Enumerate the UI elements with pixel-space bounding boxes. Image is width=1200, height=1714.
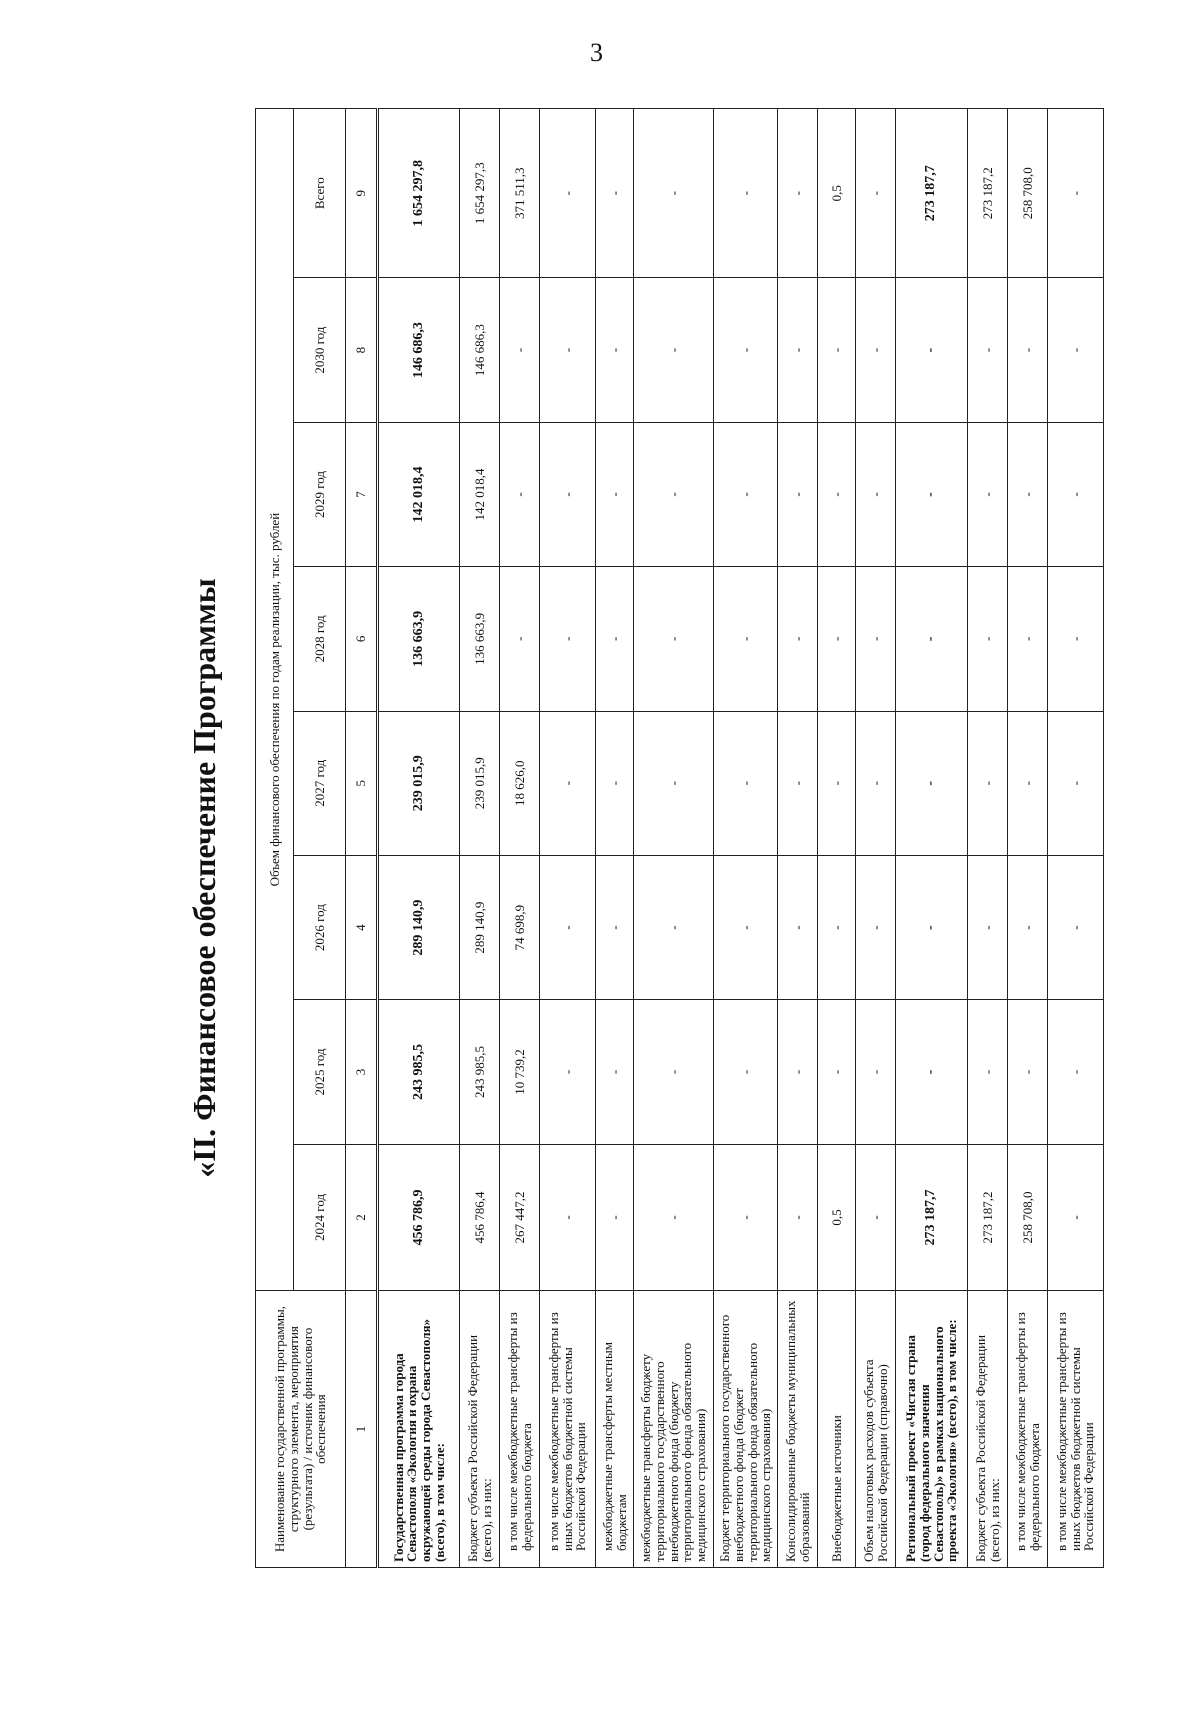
value-cell: - — [1048, 109, 1104, 278]
value-cell: 258 708,0 — [1008, 1144, 1048, 1291]
table-row — [896, 109, 968, 1568]
value-cell: - — [818, 422, 856, 566]
value-cell: - — [818, 567, 856, 711]
value-cell: - — [596, 1000, 634, 1144]
table-row — [1048, 109, 1104, 1568]
table-row — [460, 109, 500, 1568]
column-number-cell: 6 — [346, 567, 378, 711]
value-cell: 273 187,2 — [968, 1144, 1008, 1291]
value-cell: - — [596, 422, 634, 566]
column-number-cell: 8 — [346, 278, 378, 422]
value-cell: - — [856, 109, 896, 278]
value-cell: - — [714, 1144, 778, 1291]
year-header-cell: 2030 год — [294, 278, 346, 422]
value-cell: - — [1048, 422, 1104, 566]
value-cell: - — [1048, 1000, 1104, 1144]
value-cell: - — [540, 567, 596, 711]
financing-table-container — [255, 108, 1097, 1568]
column-number-cell: 3 — [346, 1000, 378, 1144]
value-cell: - — [968, 422, 1008, 566]
value-cell: - — [896, 567, 968, 711]
table-row — [856, 109, 896, 1568]
value-cell: - — [540, 109, 596, 278]
column-number-cell: 4 — [346, 855, 378, 999]
value-cell: 146 686,3 — [378, 278, 460, 422]
value-cell: 371 511,3 — [500, 109, 540, 278]
value-cell: - — [818, 278, 856, 422]
value-cell: - — [1048, 1144, 1104, 1291]
value-cell: 1 654 297,3 — [460, 109, 500, 278]
table-row — [818, 109, 856, 1568]
value-cell: - — [634, 1144, 714, 1291]
year-header-cell: 2027 год — [294, 711, 346, 855]
value-cell: - — [1048, 278, 1104, 422]
value-cell: - — [896, 422, 968, 566]
section-heading: «II. Финансовое обеспечение Программы — [186, 578, 222, 1178]
row-label-cell: в том числе межбюджетные трансферты из иных бюджетов бюджетной системы Российской Федерации — [540, 1291, 596, 1568]
table-row — [714, 109, 778, 1568]
value-cell: - — [778, 109, 818, 278]
value-cell: - — [540, 278, 596, 422]
value-cell: 239 015,9 — [460, 711, 500, 855]
value-cell: - — [1008, 711, 1048, 855]
value-cell: 273 187,2 — [968, 109, 1008, 278]
row-label-cell: в том числе межбюджетные трансферты из федерального бюджета — [1008, 1291, 1048, 1568]
value-cell: - — [714, 567, 778, 711]
value-cell: - — [540, 855, 596, 999]
value-cell: - — [634, 278, 714, 422]
row-label-cell: Бюджет субъекта Российской Федерации (всего), из них: — [460, 1291, 500, 1568]
value-cell: - — [1048, 855, 1104, 999]
value-cell: - — [778, 278, 818, 422]
value-cell: - — [896, 855, 968, 999]
value-cell: - — [778, 567, 818, 711]
value-cell: 0,5 — [818, 109, 856, 278]
value-cell: - — [896, 278, 968, 422]
value-cell: - — [778, 422, 818, 566]
value-cell: - — [1008, 278, 1048, 422]
value-cell: - — [778, 1144, 818, 1291]
row-label-cell: межбюджетные трансферты бюджету территориального государственного внебюджетного фонда (бюджету территориального фонда обязательного медицинского страхования) — [634, 1291, 714, 1568]
value-cell: 142 018,4 — [460, 422, 500, 566]
row-label-cell: в том числе межбюджетные трансферты из иных бюджетов бюджетной системы Российской Федерации — [1048, 1291, 1104, 1568]
value-cell: - — [540, 1144, 596, 1291]
value-cell: - — [634, 422, 714, 566]
column-number-cell: 1 — [346, 1291, 378, 1568]
row-label-cell: межбюджетные трансферты местным бюджетам — [596, 1291, 634, 1568]
page-number: 3 — [590, 38, 603, 67]
value-cell: - — [1008, 422, 1048, 566]
value-cell: 243 985,5 — [378, 1000, 460, 1144]
value-cell: - — [500, 278, 540, 422]
value-cell: 10 739,2 — [500, 1000, 540, 1144]
value-cell: 142 018,4 — [378, 422, 460, 566]
value-cell: - — [856, 567, 896, 711]
table-row — [968, 109, 1008, 1568]
row-label-cell: Бюджет субъекта Российской Федерации (всего), из них: — [968, 1291, 1008, 1568]
value-cell: - — [896, 1000, 968, 1144]
table-row — [634, 109, 714, 1568]
value-cell: - — [856, 855, 896, 999]
year-header-cell: 2024 год — [294, 1144, 346, 1291]
value-cell: - — [714, 1000, 778, 1144]
value-cell: - — [856, 1144, 896, 1291]
row-label-cell: Бюджет территориального государственного внебюджетного фонда (бюджет территориального фонда обязательного медицинского страхования) — [714, 1291, 778, 1568]
value-cell: - — [714, 422, 778, 566]
value-cell: 239 015,9 — [378, 711, 460, 855]
value-cell: - — [500, 567, 540, 711]
value-cell: - — [634, 109, 714, 278]
value-cell: - — [856, 278, 896, 422]
value-cell: 258 708,0 — [1008, 109, 1048, 278]
value-cell: - — [540, 711, 596, 855]
value-cell: - — [540, 422, 596, 566]
value-cell: - — [714, 711, 778, 855]
row-label-cell: Объем налоговых расходов субъекта Российской Федерации (справочно) — [856, 1291, 896, 1568]
value-cell: - — [818, 855, 856, 999]
value-cell: - — [1048, 711, 1104, 855]
value-cell: - — [596, 1144, 634, 1291]
value-cell: 74 698,9 — [500, 855, 540, 999]
header-name-cell: Наименование государственной программы, структурного элемента, мероприятия (результата) / источник финансового обеспечения — [256, 1291, 346, 1568]
value-cell: 289 140,9 — [378, 855, 460, 999]
value-cell: - — [714, 855, 778, 999]
value-cell: - — [778, 711, 818, 855]
value-cell: - — [634, 567, 714, 711]
value-cell: 273 187,7 — [896, 109, 968, 278]
value-cell: 267 447,2 — [500, 1144, 540, 1291]
value-cell: - — [596, 278, 634, 422]
value-cell: 18 626,0 — [500, 711, 540, 855]
year-header-cell: 2025 год — [294, 1000, 346, 1144]
table-row — [1008, 109, 1048, 1568]
value-cell: 273 187,7 — [896, 1144, 968, 1291]
value-cell: - — [778, 1000, 818, 1144]
value-cell: 0,5 — [818, 1144, 856, 1291]
value-cell: - — [968, 567, 1008, 711]
table-row — [378, 109, 460, 1568]
table-row — [778, 109, 818, 1568]
value-cell: - — [634, 855, 714, 999]
header-volume-cell: Объем финансового обеспечения по годам реализации, тыс. рублей — [256, 109, 294, 1291]
value-cell: - — [896, 711, 968, 855]
row-label-cell: в том числе межбюджетные трансферты из федерального бюджета — [500, 1291, 540, 1568]
value-cell: - — [596, 855, 634, 999]
value-cell: - — [856, 1000, 896, 1144]
value-cell: - — [634, 711, 714, 855]
value-cell: - — [596, 109, 634, 278]
value-cell: - — [968, 1000, 1008, 1144]
value-cell: - — [714, 278, 778, 422]
row-label-cell: Внебюджетные источники — [818, 1291, 856, 1568]
value-cell: - — [778, 855, 818, 999]
value-cell: 146 686,3 — [460, 278, 500, 422]
value-cell: - — [1008, 1000, 1048, 1144]
value-cell: - — [500, 422, 540, 566]
value-cell: - — [818, 711, 856, 855]
value-cell: - — [540, 1000, 596, 1144]
year-header-cell: 2029 год — [294, 422, 346, 566]
value-cell: - — [596, 711, 634, 855]
value-cell: - — [818, 1000, 856, 1144]
column-number-cell: 7 — [346, 422, 378, 566]
table-row — [500, 109, 540, 1568]
value-cell: - — [714, 109, 778, 278]
value-cell: - — [856, 711, 896, 855]
year-header-cell: 2028 год — [294, 567, 346, 711]
value-cell: 456 786,4 — [460, 1144, 500, 1291]
value-cell: - — [968, 278, 1008, 422]
column-number-cell: 2 — [346, 1144, 378, 1291]
value-cell: 136 663,9 — [460, 567, 500, 711]
value-cell: 243 985,5 — [460, 1000, 500, 1144]
value-cell: - — [634, 1000, 714, 1144]
row-label-cell: Региональный проект «Чистая страна (город федерального значения Севастополь)» в рамках национального проекта «Экология» (всего), в том числе: — [896, 1291, 968, 1568]
row-label-cell: Государственная программа города Севастополя «Экология и охрана окружающей среды города Севастополя» (всего), в том числе: — [378, 1291, 460, 1568]
financing-table — [255, 108, 1104, 1568]
year-header-cell: Всего — [294, 109, 346, 278]
row-label-cell: Консолидированные бюджеты муниципальных образований — [778, 1291, 818, 1568]
year-header-cell: 2026 год — [294, 855, 346, 999]
value-cell: - — [1008, 855, 1048, 999]
value-cell: - — [856, 422, 896, 566]
value-cell: - — [1048, 567, 1104, 711]
value-cell: 1 654 297,8 — [378, 109, 460, 278]
value-cell: - — [596, 567, 634, 711]
value-cell: - — [968, 711, 1008, 855]
value-cell: - — [968, 855, 1008, 999]
value-cell: - — [1008, 567, 1048, 711]
table-row — [596, 109, 634, 1568]
value-cell: 456 786,9 — [378, 1144, 460, 1291]
value-cell: 289 140,9 — [460, 855, 500, 999]
column-number-cell: 5 — [346, 711, 378, 855]
value-cell: 136 663,9 — [378, 567, 460, 711]
table-row — [540, 109, 596, 1568]
column-number-cell: 9 — [346, 109, 378, 278]
